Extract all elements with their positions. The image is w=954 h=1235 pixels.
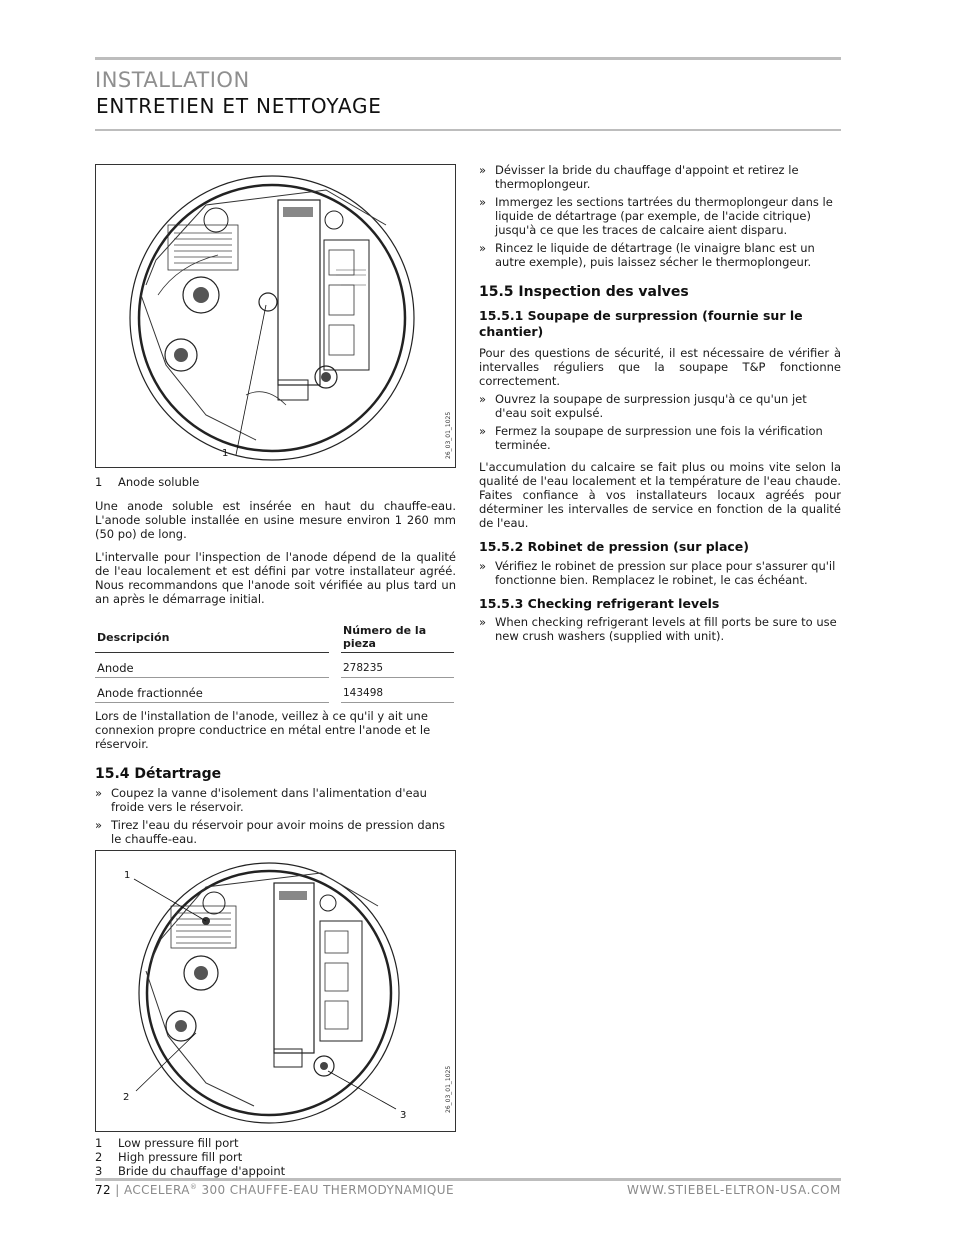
footer-left bbox=[95, 1183, 454, 1197]
header-bottom-rule bbox=[95, 129, 841, 131]
fill-ports-figure bbox=[95, 850, 456, 1132]
legend-text: Low pressure fill port bbox=[118, 1136, 239, 1150]
list-item: » Coupez la vanne d'isolement dans l'alimentation d'eau froide vers le réservoir. bbox=[95, 786, 427, 814]
legend-number: 1 bbox=[95, 1136, 103, 1150]
footer-rule bbox=[95, 1178, 841, 1181]
header-top-rule bbox=[95, 57, 841, 60]
list-item: » Tirez l'eau du réservoir pour avoir moins de pression dans le chauffe-eau. bbox=[95, 818, 446, 846]
heater-top-view-illustration bbox=[96, 165, 455, 467]
list-item: » Immergez les sections tartrées du thermoplongeur dans le liquide de détartrage (par exemple, de l'acide citrique) jusqu'à ce que les traces de calcaire aient disparu. bbox=[479, 195, 833, 237]
heading-inspection: 15.5 Inspection des valves bbox=[479, 284, 689, 300]
heading-soupape: 15.5.1 Soupape de surpression (fournie sur le chantier) bbox=[479, 308, 803, 339]
callout-1: 1 bbox=[222, 448, 229, 459]
heading-robinet: 15.5.2 Robinet de pression (sur place) bbox=[479, 539, 749, 554]
legend-item bbox=[95, 1150, 456, 1164]
legend-item bbox=[95, 1136, 456, 1150]
legend-number: 1 bbox=[95, 475, 103, 489]
table-cell: Anode fractionnée bbox=[95, 678, 329, 703]
bullet-marker: » bbox=[479, 195, 487, 209]
column-gap bbox=[329, 678, 341, 703]
table-row bbox=[95, 653, 454, 678]
registered-mark: ® bbox=[189, 1183, 198, 1191]
legend-text: Bride du chauffage d'appoint bbox=[118, 1164, 286, 1178]
anode-connection-paragraph: Lors de l'installation de l'anode, veillez à ce qu'il y ait une connexion propre conductrice en métal entre l'anode et le réservoir. bbox=[95, 709, 431, 751]
list-item: » Rincez le liquide de détartrage (le vinaigre blanc est un autre exemple), puis laissez sécher le thermoplongeur. bbox=[479, 241, 815, 269]
footer-url[interactable]: WWW.STIEBEL-ELTRON-USA.COM bbox=[627, 1183, 841, 1197]
legend-text: High pressure fill port bbox=[118, 1150, 243, 1164]
anode-paragraph-2: L'intervalle pour l'inspection de l'anode dépend de la qualité de l'eau localement et est défini par votre installateur agréé. Nous recommandons que l'anode soit vérifiée au plus tard un an après le démarrage initial. bbox=[95, 550, 456, 606]
bullet-marker: » bbox=[479, 241, 487, 255]
parts-table bbox=[95, 624, 454, 703]
bullet-marker: » bbox=[95, 818, 103, 832]
heater-top-view-illustration bbox=[96, 851, 455, 1131]
legend-number: 3 bbox=[95, 1164, 103, 1178]
page-number: 72 bbox=[95, 1183, 112, 1197]
legend-item bbox=[95, 1164, 456, 1178]
list-item: » When checking refrigerant levels at fill ports be sure to use new crush washers (supplied with unit). bbox=[479, 615, 837, 643]
brand-name: ACCELERA bbox=[123, 1183, 190, 1197]
section-label: INSTALLATION bbox=[95, 68, 250, 92]
figure-code: 26_03_01_1025 bbox=[445, 1065, 452, 1113]
list-item: » Fermez la soupape de surpression une fois la vérification terminée. bbox=[479, 424, 823, 452]
figure2-legend bbox=[95, 1136, 456, 1178]
left-column bbox=[95, 164, 456, 1178]
footer-separator: | bbox=[111, 1183, 124, 1197]
list-item: » Dévisser la bride du chauffage d'appoint et retirez le thermoplongeur. bbox=[479, 163, 799, 191]
table-cell: 278235 bbox=[341, 653, 454, 678]
list-item: » Vérifiez le robinet de pression sur place pour s'assurer qu'il fonctionne bien. Remplacez le robinet, le cas échéant. bbox=[479, 559, 836, 587]
figure-code: 26_03_01_1025 bbox=[445, 411, 452, 459]
calcaire-paragraph: L'accumulation du calcaire se fait plus ou moins vite selon la qualité de l'eau localement et la température de l'eau chaude. Faites confiance à vos installateurs locaux agréés pour déterminer les intervalles de service en fonction de la qualité de l'eau. bbox=[479, 460, 841, 530]
list-item: » Ouvrez la soupape de surpression jusqu'à ce qu'un jet d'eau soit expulsé. bbox=[479, 392, 807, 420]
detartrage-list bbox=[95, 786, 456, 846]
page-title: ENTRETIEN ET NETTOYAGE bbox=[96, 94, 382, 118]
legend-number: 2 bbox=[95, 1150, 103, 1164]
bullet-marker: » bbox=[479, 559, 487, 573]
figure1-legend bbox=[95, 475, 456, 489]
bullet-marker: » bbox=[479, 615, 487, 629]
soupape-list bbox=[479, 392, 841, 452]
right-column bbox=[479, 163, 841, 647]
bullet-marker: » bbox=[479, 392, 487, 406]
soupape-paragraph: Pour des questions de sécurité, il est nécessaire de vérifier à intervalles réguliers que la soupape T&P fonctionne correctement. bbox=[479, 346, 841, 388]
anode-figure bbox=[95, 164, 456, 468]
legend-item bbox=[95, 475, 456, 489]
legend-text: Anode soluble bbox=[118, 475, 200, 489]
callout-3: 3 bbox=[400, 1110, 407, 1121]
bullet-marker: » bbox=[479, 163, 487, 177]
robinet-list bbox=[479, 559, 841, 587]
table-cell: Anode bbox=[95, 653, 329, 678]
product-name: 300 CHAUFFE-EAU THERMODYNAMIQUE bbox=[197, 1183, 454, 1197]
column-gap bbox=[329, 624, 341, 653]
heater-cleaning-list bbox=[479, 163, 841, 269]
heading-detartrage: 15.4 Détartrage bbox=[95, 766, 222, 782]
column-gap bbox=[329, 653, 341, 678]
bullet-marker: » bbox=[95, 786, 103, 800]
column-header: Descripción bbox=[95, 624, 329, 653]
bullet-marker: » bbox=[479, 424, 487, 438]
table-cell: 143498 bbox=[341, 678, 454, 703]
callout-1: 1 bbox=[124, 870, 131, 881]
anode-paragraph-1: Une anode soluble est insérée en haut du chauffe-eau. L'anode soluble installée en usine mesure environ 1 260 mm (50 po) de long. bbox=[95, 499, 456, 541]
table-header-row bbox=[95, 624, 454, 653]
column-header: Número de la pieza bbox=[341, 624, 454, 653]
table-row bbox=[95, 678, 454, 703]
refrigerant-list bbox=[479, 615, 841, 643]
callout-2: 2 bbox=[123, 1092, 130, 1103]
heading-refrigerant: 15.5.3 Checking refrigerant levels bbox=[479, 596, 720, 611]
